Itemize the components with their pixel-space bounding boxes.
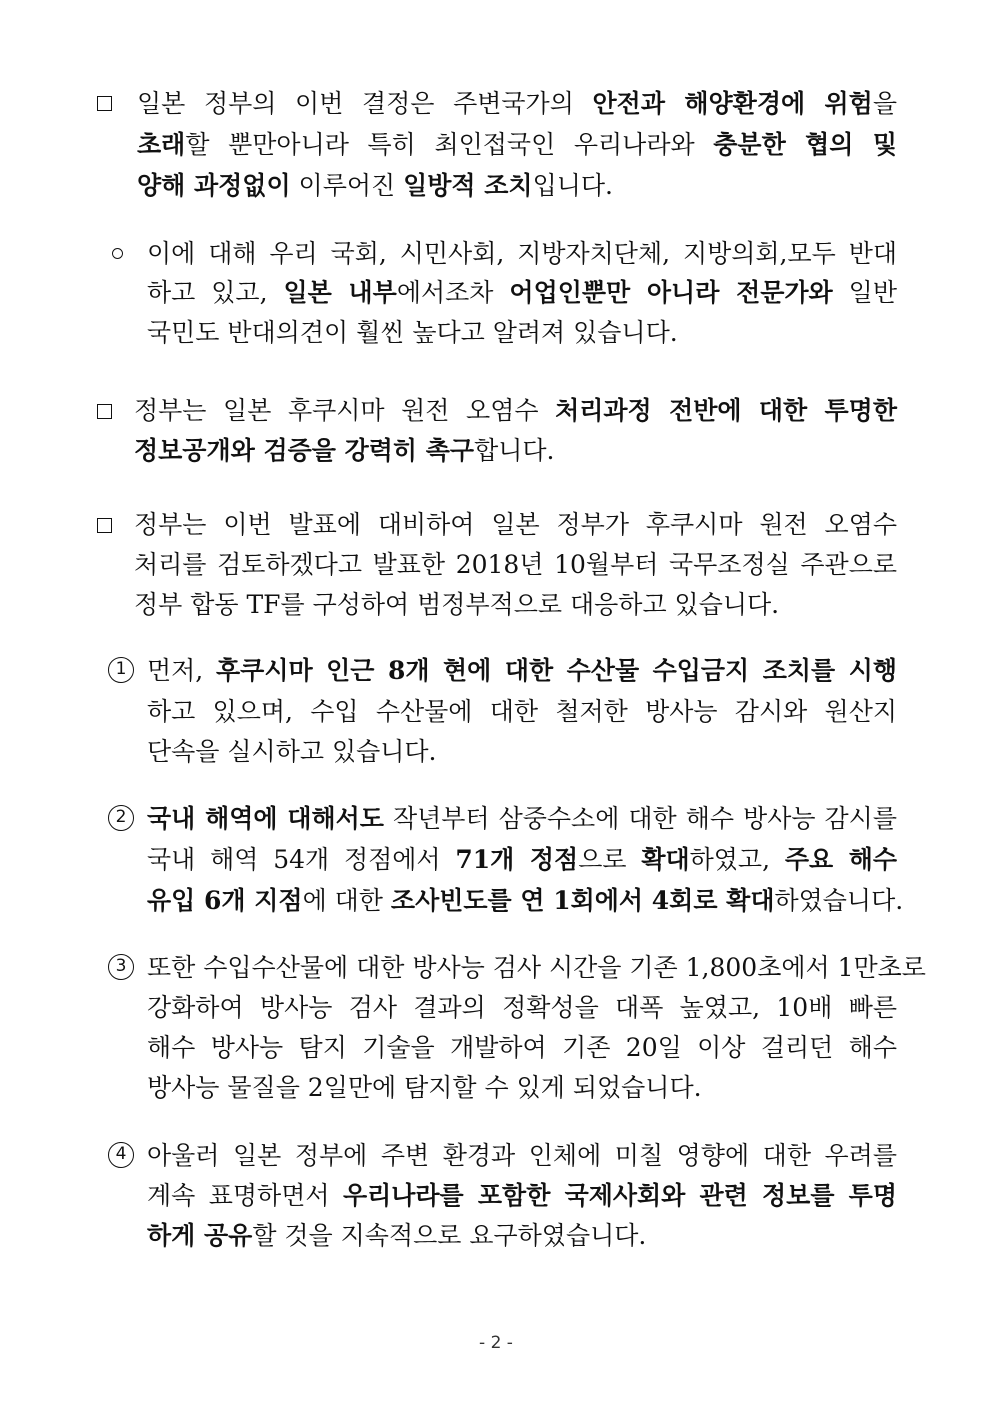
text-run: 이루어진 (290, 171, 404, 200)
text-run: 정부는 일본 후쿠시마 원전 오염수 (134, 396, 556, 425)
text-run: 또한 수입수산물에 대한 방사능 검사 시간을 기존 1,800초에서 1만초로 (147, 953, 926, 982)
paragraph-5-line-3 (147, 732, 437, 772)
text-run: 강화하여 방사능 검사 결과의 정확성을 대폭 높였고, 10배 빠른 (147, 993, 897, 1022)
page-number: - 2 - (479, 1333, 513, 1353)
text-run: 단속을 실시하고 있습니다. (147, 737, 437, 766)
text-run: 방사능 물질을 2일만에 탐지할 수 있게 되었습니다. (147, 1073, 702, 1102)
circled-number-4-icon: 4 (108, 1142, 134, 1168)
paragraph-7-line-1 (147, 948, 926, 988)
paragraph-5-line-2 (147, 692, 897, 732)
text-run: 하였고, (689, 845, 785, 874)
text-run: 71개 정점 (455, 845, 579, 874)
text-run: 정부 합동 TF를 구성하여 범정부적으로 대응하고 있습니다. (134, 590, 780, 619)
text-run: 작년부터 삼중수소에 대한 해수 방사능 감시를 (383, 804, 897, 833)
text-run: 확대 (641, 845, 690, 874)
text-run: 어업인뿐만 아니라 전문가와 (509, 278, 833, 307)
text-run: 일본 내부 (283, 278, 397, 307)
text-run: 국내 해역 54개 정점에서 (147, 845, 456, 874)
text-run: 안전과 해양환경에 위험 (592, 89, 873, 118)
paragraph-1-line-3 (137, 166, 613, 206)
text-run: 국민도 반대의견이 훨씬 높다고 알려져 있습니다. (147, 318, 678, 347)
square-bullet-icon (97, 518, 112, 533)
paragraph-4-line-2 (134, 545, 897, 585)
text-run: 조사빈도를 연 1회에서 4회로 확대 (390, 886, 775, 915)
square-bullet-icon (97, 404, 112, 419)
text-run: 우리나라를 포함한 국제사회와 관련 정보를 투명 (342, 1181, 897, 1210)
paragraph-2-line-1 (147, 234, 897, 274)
text-run: 유입 6개 지점 (147, 886, 303, 915)
text-run: 으로 (578, 845, 642, 874)
text-run: 아울러 일본 정부에 주변 환경과 인체에 미칠 영향에 대한 우려를 (147, 1141, 897, 1170)
square-bullet-icon (97, 96, 112, 111)
text-run: 처리과정 전반에 대한 투명한 (555, 396, 897, 425)
paragraph-4-line-1 (134, 505, 897, 545)
text-run: 일반 (832, 278, 897, 307)
text-run: 처리를 검토하겠다고 발표한 2018년 10월부터 국무조정실 주관으로 (134, 550, 897, 579)
text-run: 할 뿐만아니라 특히 최인접국인 우리나라와 (185, 130, 714, 159)
text-run: 계속 표명하면서 (147, 1181, 343, 1210)
text-run: 할 것을 지속적으로 요구하였습니다. (252, 1221, 647, 1250)
paragraph-7-line-3 (147, 1028, 897, 1068)
text-run: 을 (872, 89, 897, 118)
text-run: 에 대한 (302, 886, 391, 915)
text-run: 하고 있고, (147, 278, 284, 307)
text-run: 양해 과정없이 (137, 171, 291, 200)
text-run: 국내 해역에 대해서도 (147, 804, 384, 833)
paragraph-7-line-4 (147, 1068, 702, 1108)
paragraph-8-line-2 (147, 1176, 897, 1216)
text-run: 하였습니다. (774, 886, 904, 915)
paragraph-1-line-1 (137, 84, 897, 124)
text-run: 정보공개와 검증을 강력히 촉구 (134, 436, 475, 465)
text-run: 이에 대해 우리 국회, 시민사회, 지방자치단체, 지방의회,모두 반대 (147, 239, 897, 268)
paragraph-2-line-2 (147, 273, 897, 313)
paragraph-8-line-3 (147, 1216, 646, 1256)
text-run: 후쿠시마 인근 8개 현에 대한 수산물 수입금지 조치를 시행 (216, 656, 897, 685)
paragraph-2-line-3 (147, 313, 678, 353)
text-run: 먼저, (147, 656, 217, 685)
paragraph-5-line-1 (147, 651, 897, 691)
text-run: 일방적 조치 (403, 171, 533, 200)
text-run: 에서조차 (396, 278, 510, 307)
text-run: 주요 해수 (784, 845, 897, 874)
text-run: 하고 있으며, 수입 수산물에 대한 철저한 방사능 감시와 원산지 (147, 697, 897, 726)
text-run: 해수 방사능 탐지 기술을 개발하여 기존 20일 이상 걸리던 해수 (147, 1033, 897, 1062)
text-run: 일본 정부의 이번 결정은 주변국가의 (137, 89, 593, 118)
paragraph-1-line-2 (137, 125, 897, 165)
circled-number-3-icon: 3 (108, 954, 134, 980)
circled-number-2-icon: 2 (108, 805, 134, 831)
paragraph-3-line-2 (134, 431, 554, 471)
text-run: 합니다. (474, 436, 555, 465)
paragraph-6-line-2 (147, 840, 897, 880)
text-run: 충분한 협의 및 (713, 130, 897, 159)
text-run: 하게 공유 (147, 1221, 253, 1250)
paragraph-6-line-1 (147, 799, 897, 839)
paragraph-4-line-3 (134, 585, 779, 625)
circled-number-1-icon: 1 (108, 657, 134, 683)
circle-bullet-icon (112, 248, 123, 259)
text-run: 초래 (137, 130, 186, 159)
text-run: 정부는 이번 발표에 대비하여 일본 정부가 후쿠시마 원전 오염수 (134, 510, 897, 539)
text-run: 입니다. (532, 171, 613, 200)
paragraph-6-line-3 (147, 881, 903, 921)
paragraph-3-line-1 (134, 391, 897, 431)
paragraph-7-line-2 (147, 988, 897, 1028)
paragraph-8-line-1 (147, 1136, 897, 1176)
